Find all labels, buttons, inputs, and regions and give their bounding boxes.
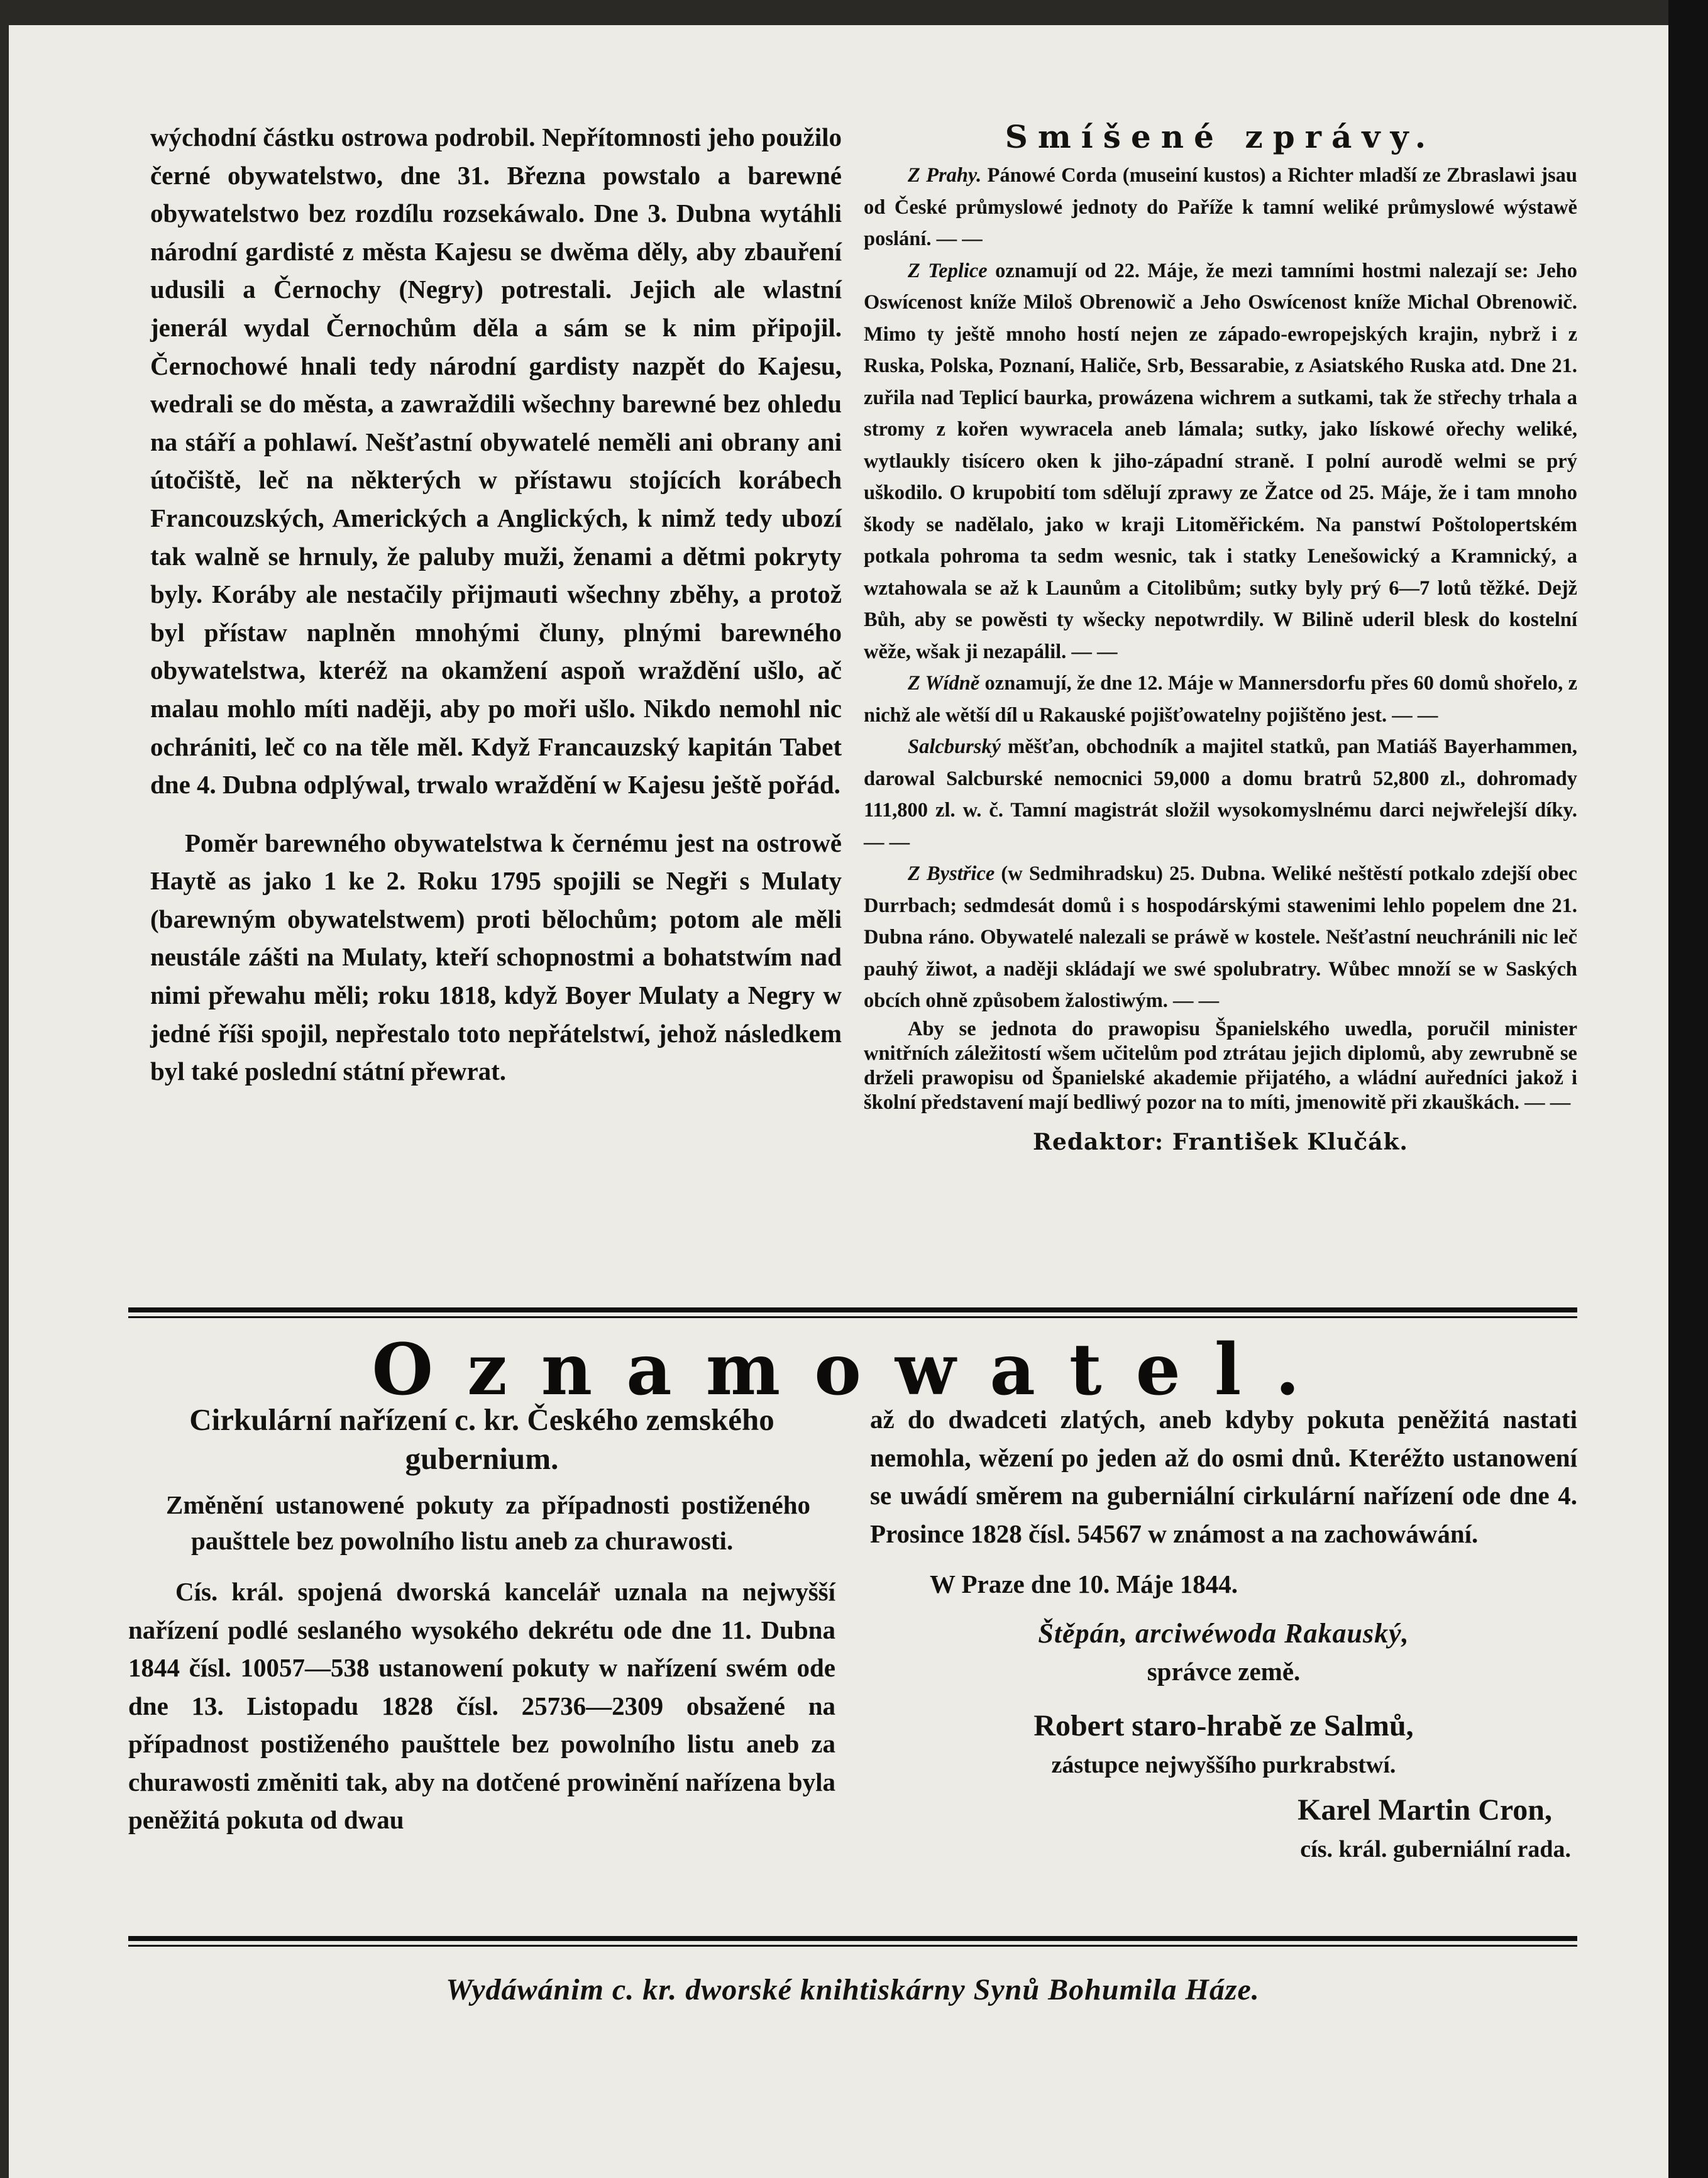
announcement-right-column bbox=[870, 1400, 1577, 1869]
newspaper-page bbox=[9, 25, 1668, 2178]
oznamowatel-banner: Oznamowatel. bbox=[372, 1329, 1334, 1411]
signature-role: zástupce nejwyššího purkrabstwí. bbox=[1051, 1751, 1396, 1778]
news-item bbox=[864, 255, 1577, 668]
announcement-left-column bbox=[128, 1400, 835, 1839]
article-paragraph: wýchodní částku ostrowa podrobil. Nepřítomnosti jeho použilo černé obywatelstwo, dne 31. Března powstalo a barewné obywatelstwo bez rozdílu rozsekáwalo. Dne 3. Dubna wytáhli národní gardisté z města Kajesu se dwěma děly, aby zbauření udusili a Černochy (Negry) potrestali. Jejich ale wlastní jenerál wydal Černochům děla a sám se k nim připojil. Černochowé hnali tedy národní gardisty nazpět do Kajesu, wedrali se do města, a zawraždili wšechny barewné bez ohledu na stáří a pohlawí. Nešťastní obywatelé neměli ani obrany ani útočiště, leč na některých w přístawu stojících korábech Francouzských, Amerických a Anglických, k nimž tedy ubozí tak walně se hrnuly, že paluby muži, ženami a dětmi pokryty byly. Koráby ale nestačily přijmauti wšechny zběhy, a protož byl přístaw naplněn mnohými čluny, plnými barewného obywatelstwa, kteréž na okamžení aspoň wraždění ušlo, ač malau mohlo míti naději, aby po moři ušlo. Nikdo nemohl nic ochrániti, leč co na těle měl. Když Francauzský kapitán Tabet dne 4. Dubna odplýwal, trwalo wraždění w Kajesu ještě pořád. bbox=[150, 123, 842, 800]
news-heading: Smíšené zprávy. bbox=[1005, 118, 1436, 155]
news-item-lead: Salcburský bbox=[908, 735, 1001, 758]
announcement-lead: Změnění ustanowené pokuty za případnosti postiženého paušttele bez powolního listu aneb za churawosti. bbox=[166, 1490, 810, 1555]
announcement-date: W Praze dne 10. Máje 1844. bbox=[930, 1570, 1238, 1598]
news-item-text: Pánowé Corda (museiní kustos) a Richter mladší ze Zbraslawi jsau od České průmyslowé jednoty do Paříže k tamní weliké průmyslowé wýstawě poslání. — — bbox=[864, 164, 1577, 250]
news-item-text: měšťan, obchodník a majitel statků, pan Matiáš Bayerhammen, darowal Salcburské nemocnici 59,000 a domu bratrů 52,800 zl., dohromady 111,800 zl. w. č. Tamní magistrát složil wysokomyslnému darci nejwřelejší díky. — — bbox=[864, 735, 1577, 854]
left-article-column bbox=[150, 118, 842, 1091]
editor-line: Redaktor: František Klučák. bbox=[1033, 1128, 1408, 1155]
announcement-title: Cirkulární nařízení c. kr. Českého zemského gubernium. bbox=[189, 1402, 774, 1476]
news-item bbox=[864, 731, 1577, 858]
section-divider-thin bbox=[128, 1316, 1577, 1318]
news-item-text: oznamují od 22. Máje, že mezi tamními hostmi nalezají se: Jeho Oswícenost kníže Miloš Obrenowič a Jeho Oswícenost kníže Michal Obrenowič. Mimo ty ještě mnoho hostí nejen ze západo-ewropejských krajin, nybrž i z Ruska, Polska, Poznaní, Haliče, Srb, Bessarabie, z Asiatského Ruska atd. Dne 21. zuřila nad Teplicí baurka, prowázena wichrem a sutkami, tak že střechy trhala a stromy z kořen wywracela aneb lámala; sutky, jako lískowé ořechy weliké, wytlaukly tisícero oken k jiho-západní straně. I polní aurodě welmi se prý uškodilo. O krupobití tom sdělují zprawy ze Žatce od 25. Máje, že i tam mnoho škody se nadělalo, jako w kraji Litoměřickém. Na panstwí Poštolopertském potkala pohroma ta sedm wesnic, tak i statky Lenešowický a Kramnický, a wztahowala se až k Launům a Citolibům; sutky byly prý 6—7 lotů těžké. Dejž Bůh, aby se powěsti ty wšecky nepotwrdily. W Bilině uderil blesk do kostelní wěže, wšak ji nezapálil. — — bbox=[864, 259, 1577, 663]
printer-imprint: Wydáwánim c. kr. dworské knihtiskárny Synů Bohumila Háze. bbox=[446, 1973, 1260, 2006]
signature-role: cís. král. guberniální rada. bbox=[1300, 1836, 1571, 1862]
signature-name: Štěpán, arciwéwoda Rakauský, bbox=[1038, 1617, 1409, 1649]
news-item-lead: Z Prahy. bbox=[908, 164, 982, 187]
news-item-lead: Z Wídně bbox=[908, 672, 980, 695]
news-item bbox=[864, 858, 1577, 1017]
article-paragraph: Poměr barewného obywatelstwa k černému jest na ostrowě Haytě as jako 1 ke 2. Roku 1795 spojili se Negři s Mulaty (barewným obywatelstwem) proti bělochům; potom ale měli neustále zášti na Mulaty, kteří schopnostmi a bohatstwím nad nimi přewahu měli; roku 1818, když Boyer Mulaty a Negry w jedné říši spojil, nepřestalo toto nepřátelstwí, jehož následkem byl také poslední státní přewrat. bbox=[150, 828, 842, 1086]
footer-divider bbox=[128, 1936, 1577, 1941]
news-item-text: (w Sedmihradsku) 25. Dubna. Weliké neštěstí potkalo zdejší obec Durrbach; sedmdesát domů i s hospodárskými stawenimi lehlo popelem dne 21. Dubna ráno. Obywatelé nalezali se práwě w kostele. Nešťastní neuchránili nic leč pauhý žiwot, a naději skládají we swé spolubratry. Wůbec množí se w Saských obcích ohně způsobem žalostiwým. — — bbox=[864, 862, 1577, 1012]
footer-divider-thin bbox=[128, 1945, 1577, 1947]
section-divider bbox=[128, 1307, 1577, 1312]
page-edge-shadow bbox=[1668, 0, 1708, 2178]
news-item-lead: Z Bystřice bbox=[908, 862, 995, 885]
news-item-text: oznamují, že dne 12. Máje w Mannersdorfu přes 60 domů shořelo, z nichž ale wětší díl u Rakauské pojišťowatelny pojištěno jest. — — bbox=[864, 672, 1577, 727]
news-item-lead: Z Teplice bbox=[908, 259, 988, 282]
news-item bbox=[864, 668, 1577, 731]
announcement-body: Cís. král. spojená dworská kancelář uznala na nejwyšší nařízení podlé seslaného wysokého dekrétu ode dne 11. Dubna 1844 čísl. 10057—538 ustanowení pokuty w nařízení swém ode dne 13. Listopadu 1828 čísl. 25736—2309 obsažené na případnost postiženého paušttele bez powolního listu aneb za churawosti změniti tak, aby na dotčené prowinění nařízena byla peněžitá pokuta od dwau bbox=[128, 1577, 835, 1834]
news-item: Aby se jednota do prawopisu Španielského uwedla, poručil minister wnitřních záležitostí wšem učitelům pod ztrátau jejich diplomů, aby zewrubně se drželi prawopisu od Španielské akademie přijatého, a wládní auředníci jakož i školní představení mají bedliwý pozor na to míti, jmenowitě při zkauškách. — — bbox=[864, 1017, 1577, 1114]
news-item bbox=[864, 160, 1577, 255]
announcement-body-continued: až do dwadceti zlatých, aneb kdyby pokuta peněžitá nastati nemohla, wězení po jeden až do osmi dnů. Kteréžto ustanowení se uwádí směrem na guberniální cirkulární nařízení ode dne 4. Prosince 1828 čísl. 54567 w známost a na zachowáwání. bbox=[870, 1405, 1577, 1548]
signature-name: Robert staro-hrabě ze Salmů, bbox=[1033, 1708, 1414, 1742]
signature-role: správce země. bbox=[1147, 1657, 1301, 1686]
signature-name: Karel Martin Cron, bbox=[1298, 1793, 1552, 1827]
news-column bbox=[864, 118, 1577, 1158]
